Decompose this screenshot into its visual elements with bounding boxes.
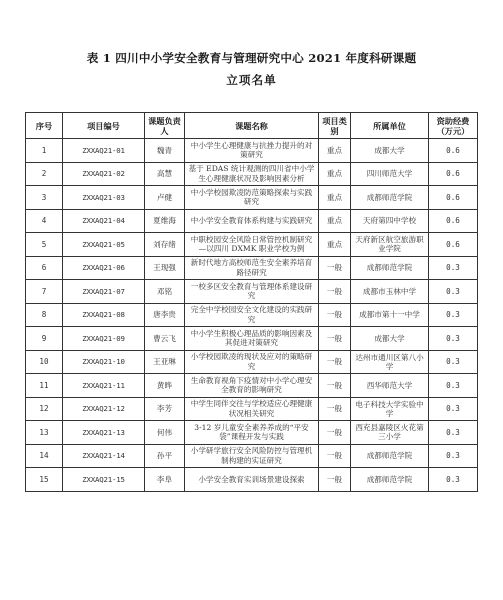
header-category: 项目类别 <box>319 113 351 139</box>
cell-code: ZXXAQ21-10 <box>63 350 145 374</box>
cell-unit: 成都师范学院 <box>351 444 429 468</box>
cell-topic: 小学校园欺凌的现状及应对的策略研究 <box>185 350 319 374</box>
cell-no: 5 <box>26 233 63 257</box>
cell-topic: 基于 EDAS 统计观测的四川省中小学生心理健康状况及影响因素分析 <box>185 162 319 186</box>
header-leader: 课题负责人 <box>145 113 185 139</box>
cell-no: 15 <box>26 468 63 492</box>
cell-fund: 0.3 <box>429 327 478 351</box>
table-row <box>26 186 478 210</box>
table-row <box>26 397 478 421</box>
table-row <box>26 468 478 492</box>
cell-leader: 魏青 <box>145 139 185 163</box>
cell-topic: 中小学生积极心理品质的影响因素及其促进对策研究 <box>185 327 319 351</box>
cell-no: 7 <box>26 280 63 304</box>
cell-unit: 电子科技大学实验中学 <box>351 397 429 421</box>
cell-code: ZXXAQ21-06 <box>63 256 145 280</box>
cell-code: ZXXAQ21-14 <box>63 444 145 468</box>
cell-leader: 王现强 <box>145 256 185 280</box>
cell-code: ZXXAQ21-07 <box>63 280 145 304</box>
header-topic: 课题名称 <box>185 113 319 139</box>
cell-no: 9 <box>26 327 63 351</box>
cell-no: 4 <box>26 209 63 233</box>
table-row <box>26 280 478 304</box>
table-row <box>26 444 478 468</box>
cell-topic: 中小学生心理健康与抗挫力提升的对策研究 <box>185 139 319 163</box>
cell-fund: 0.3 <box>429 256 478 280</box>
table-row <box>26 303 478 327</box>
cell-fund: 0.3 <box>429 350 478 374</box>
cell-no: 2 <box>26 162 63 186</box>
cell-leader: 孙平 <box>145 444 185 468</box>
cell-topic: 3-12 岁儿童安全素养养成的“平安袋”课程开发与实践 <box>185 421 319 445</box>
table-row <box>26 162 478 186</box>
cell-code: ZXXAQ21-01 <box>63 139 145 163</box>
cell-category: 一般 <box>319 303 351 327</box>
cell-code: ZXXAQ21-11 <box>63 374 145 398</box>
cell-fund: 0.3 <box>429 421 478 445</box>
cell-category: 重点 <box>319 209 351 233</box>
cell-topic: 一校多区安全教育与管理体系建设研究 <box>185 280 319 304</box>
cell-unit: 成都市玉林中学 <box>351 280 429 304</box>
table-row <box>26 421 478 445</box>
cell-unit: 天府新区航空旅游职业学院 <box>351 233 429 257</box>
cell-no: 3 <box>26 186 63 210</box>
cell-leader: 卢健 <box>145 186 185 210</box>
cell-unit: 四川师范大学 <box>351 162 429 186</box>
cell-topic: 小学研学旅行安全风险防控与管理机制构建的实证研究 <box>185 444 319 468</box>
document-subtitle: 立项名单 <box>226 73 277 87</box>
cell-fund: 0.6 <box>429 186 478 210</box>
cell-no: 14 <box>26 444 63 468</box>
cell-no: 6 <box>26 256 63 280</box>
cell-category: 一般 <box>319 374 351 398</box>
document-title: 表 1 四川中小学安全教育与管理研究中心 2021 年度科研课题 <box>86 51 417 65</box>
cell-leader: 高慧 <box>145 162 185 186</box>
cell-topic: 生命教育视角下疫情对中小学心理安全教育的影响研究 <box>185 374 319 398</box>
cell-fund: 0.6 <box>429 162 478 186</box>
table-row <box>26 327 478 351</box>
cell-code: ZXXAQ21-08 <box>63 303 145 327</box>
cell-category: 一般 <box>319 256 351 280</box>
cell-no: 11 <box>26 374 63 398</box>
table-row <box>26 256 478 280</box>
cell-category: 一般 <box>319 350 351 374</box>
header-no: 序号 <box>26 113 63 139</box>
cell-no: 13 <box>26 421 63 445</box>
cell-category: 一般 <box>319 468 351 492</box>
cell-leader: 李阜 <box>145 468 185 492</box>
cell-fund: 0.3 <box>429 374 478 398</box>
cell-unit: 成都师范学院 <box>351 256 429 280</box>
cell-category: 一般 <box>319 327 351 351</box>
cell-fund: 0.3 <box>429 468 478 492</box>
cell-leader: 王亚琳 <box>145 350 185 374</box>
header-unit: 所属单位 <box>351 113 429 139</box>
project-list-table <box>25 112 478 492</box>
cell-code: ZXXAQ21-09 <box>63 327 145 351</box>
cell-fund: 0.6 <box>429 209 478 233</box>
cell-leader: 刘存绪 <box>145 233 185 257</box>
header-code: 项目编号 <box>63 113 145 139</box>
cell-leader: 何伟 <box>145 421 185 445</box>
cell-topic: 中学生同伴交往与学校适应心理健康状况相关研究 <box>185 397 319 421</box>
cell-code: ZXXAQ21-13 <box>63 421 145 445</box>
cell-no: 1 <box>26 139 63 163</box>
cell-category: 一般 <box>319 421 351 445</box>
cell-code: ZXXAQ21-04 <box>63 209 145 233</box>
cell-fund: 0.6 <box>429 139 478 163</box>
cell-leader: 夏维海 <box>145 209 185 233</box>
table-row <box>26 233 478 257</box>
cell-code: ZXXAQ21-03 <box>63 186 145 210</box>
cell-code: ZXXAQ21-02 <box>63 162 145 186</box>
cell-unit: 天府第四中学校 <box>351 209 429 233</box>
cell-fund: 0.3 <box>429 397 478 421</box>
cell-leader: 唐李贵 <box>145 303 185 327</box>
cell-category: 一般 <box>319 280 351 304</box>
cell-category: 一般 <box>319 397 351 421</box>
header-fund: 资助经费（万元） <box>429 113 478 139</box>
cell-topic: 小学安全教育实训场景建设探索 <box>185 468 319 492</box>
cell-category: 一般 <box>319 444 351 468</box>
cell-leader: 曹云飞 <box>145 327 185 351</box>
cell-no: 10 <box>26 350 63 374</box>
cell-unit: 成都师范学院 <box>351 468 429 492</box>
cell-code: ZXXAQ21-15 <box>63 468 145 492</box>
cell-code: ZXXAQ21-12 <box>63 397 145 421</box>
cell-fund: 0.3 <box>429 444 478 468</box>
cell-category: 重点 <box>319 162 351 186</box>
cell-fund: 0.6 <box>429 233 478 257</box>
cell-unit: 成都师范学院 <box>351 186 429 210</box>
cell-no: 12 <box>26 397 63 421</box>
cell-topic: 新时代地方高校师范生安全素养培育路径研究 <box>185 256 319 280</box>
cell-category: 重点 <box>319 186 351 210</box>
cell-leader: 邓铭 <box>145 280 185 304</box>
cell-leader: 黄晔 <box>145 374 185 398</box>
cell-no: 8 <box>26 303 63 327</box>
cell-unit: 成都大学 <box>351 327 429 351</box>
cell-topic: 中小学校园欺凌防范策略探索与实践研究 <box>185 186 319 210</box>
table-header-row <box>26 113 478 139</box>
cell-unit: 成都大学 <box>351 139 429 163</box>
cell-fund: 0.3 <box>429 303 478 327</box>
table-row <box>26 139 478 163</box>
table-row <box>26 209 478 233</box>
cell-category: 重点 <box>319 139 351 163</box>
cell-topic: 完全中学校园安全文化建设的实践研究 <box>185 303 319 327</box>
cell-leader: 李芳 <box>145 397 185 421</box>
table-row <box>26 350 478 374</box>
cell-unit: 西华师范大学 <box>351 374 429 398</box>
table-row <box>26 374 478 398</box>
cell-unit: 西充县嘉陵区火花第三小学 <box>351 421 429 445</box>
cell-unit: 成都市第十一中学 <box>351 303 429 327</box>
cell-code: ZXXAQ21-05 <box>63 233 145 257</box>
cell-topic: 中职校园安全风险日常管控机制研究—以四川 DXMK 职业学校为例 <box>185 233 319 257</box>
cell-category: 重点 <box>319 233 351 257</box>
cell-topic: 中小学安全教育体系构建与实践研究 <box>185 209 319 233</box>
cell-fund: 0.3 <box>429 280 478 304</box>
cell-unit: 达州市通川区第八小学 <box>351 350 429 374</box>
